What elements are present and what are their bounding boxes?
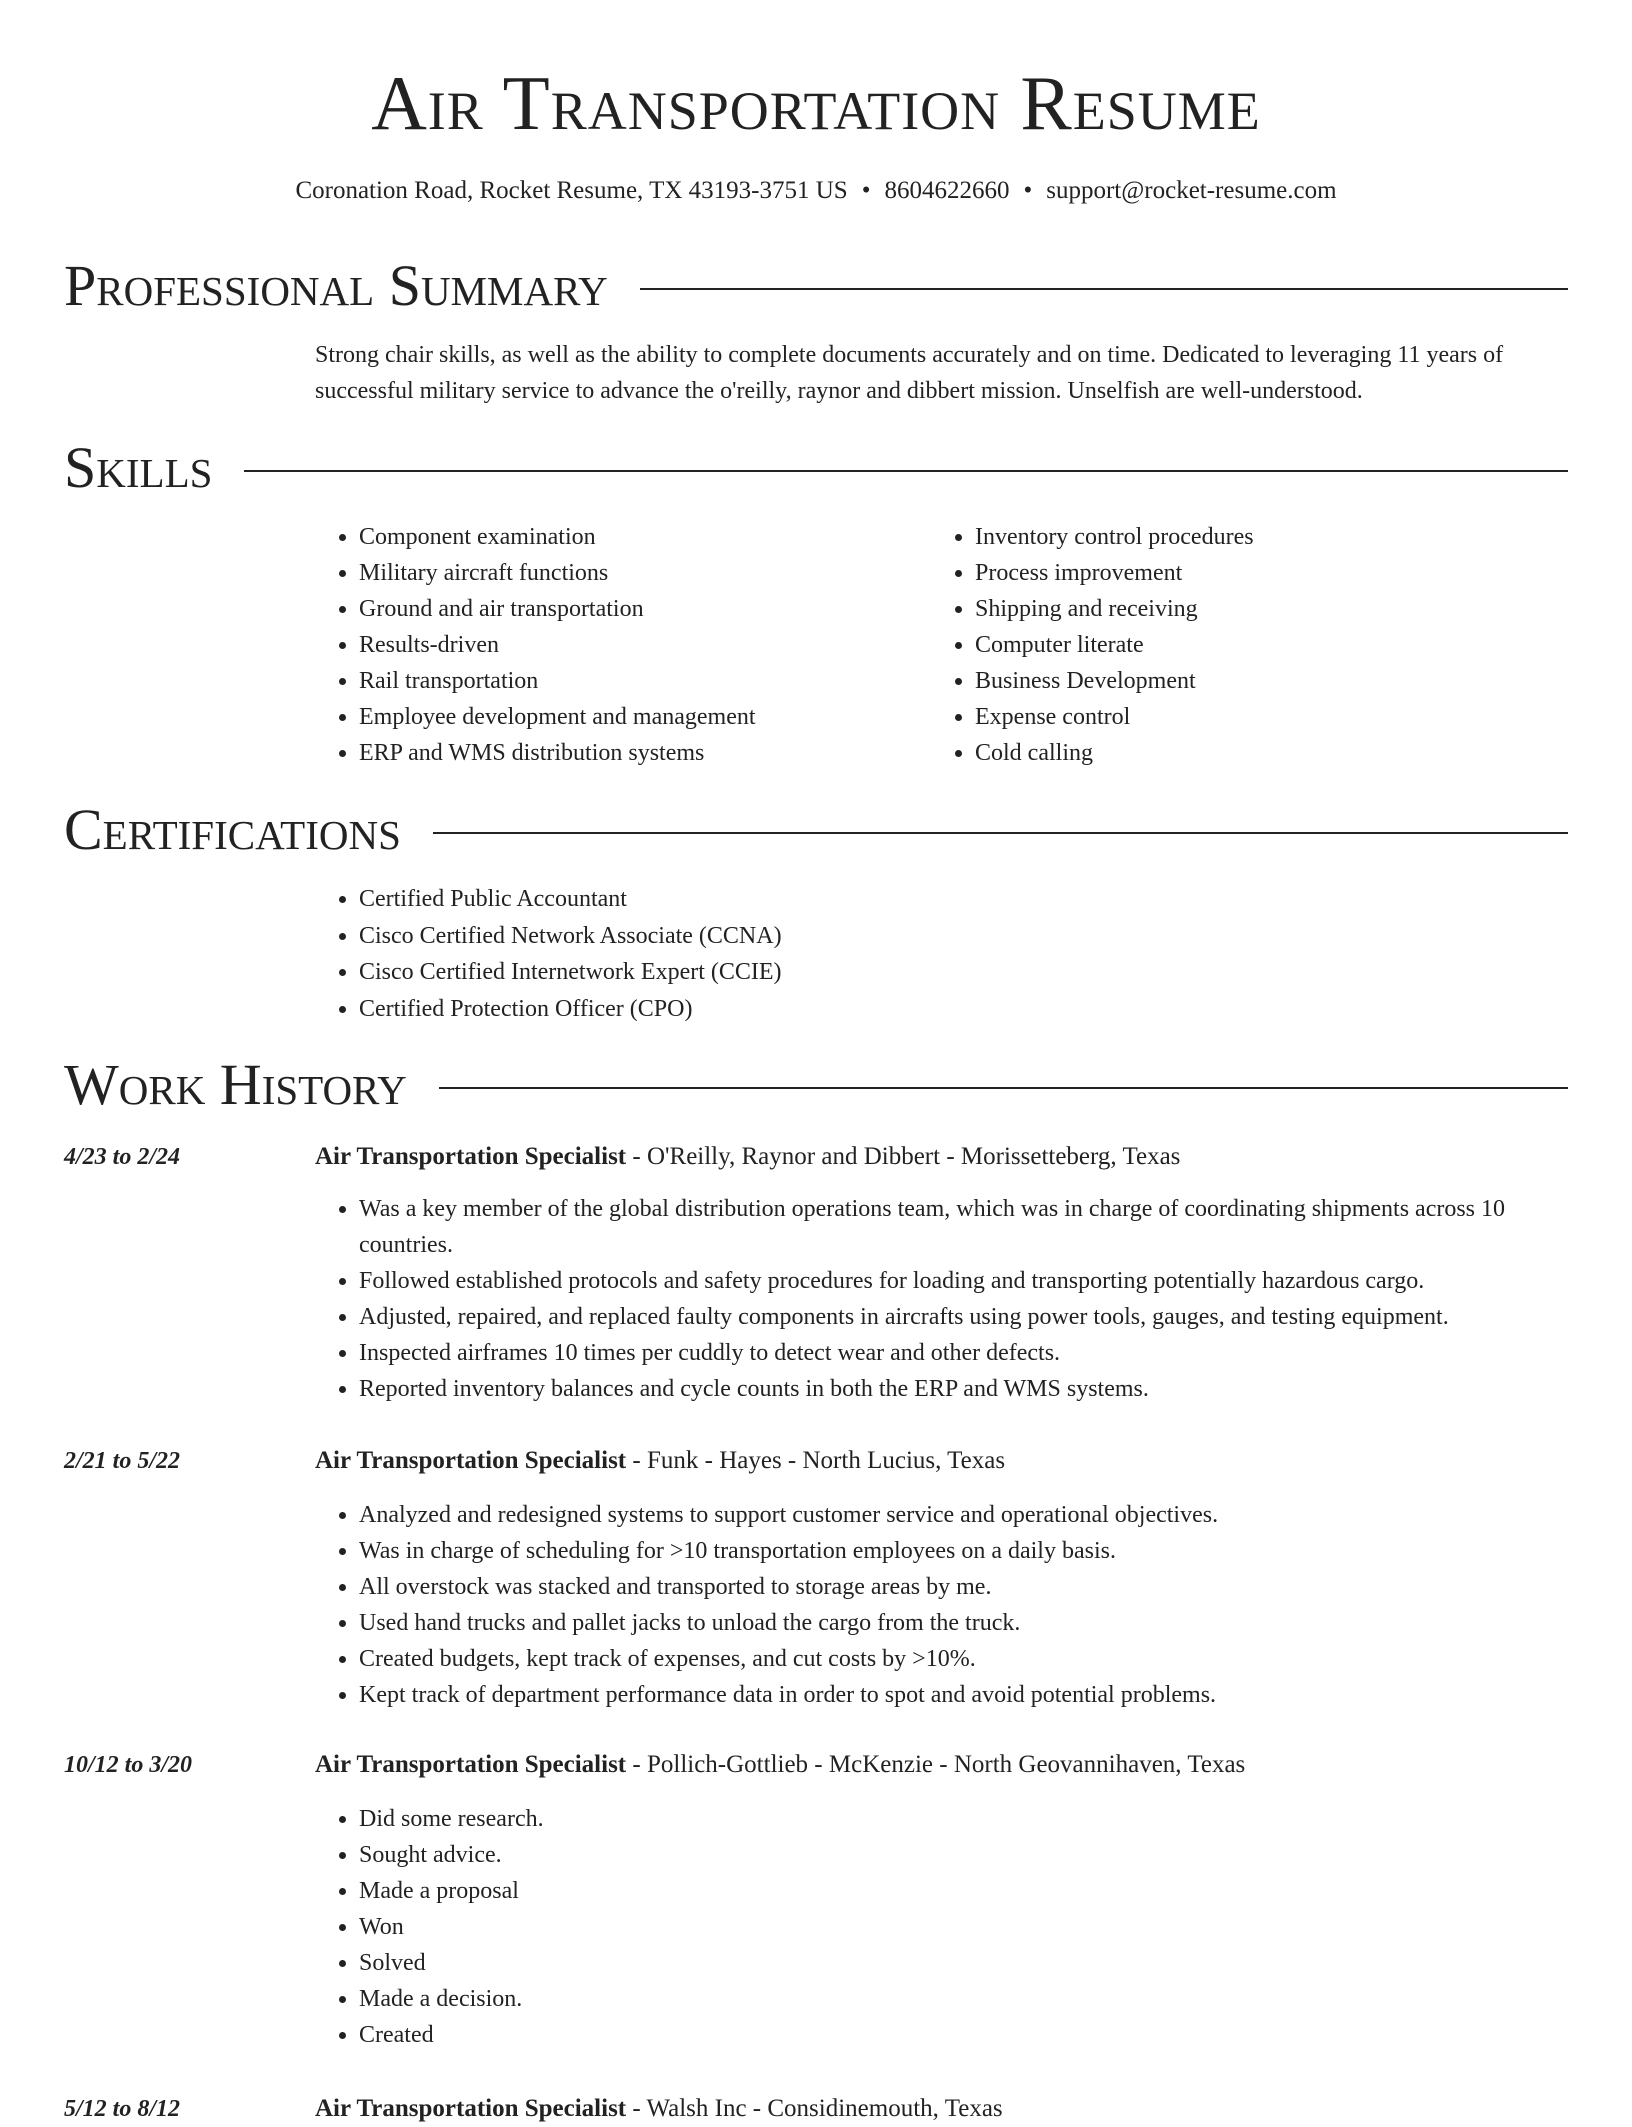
section-header-summary xyxy=(64,254,1568,318)
section-rule xyxy=(244,470,1568,472)
job-bullet: • Was in charge of scheduling for >10 transportation employees on a daily basis. xyxy=(359,1533,1568,1569)
job-title: Air Transportation Specialist xyxy=(315,2095,627,2122)
skill-item: • Rail transportation xyxy=(359,663,915,699)
section-rule xyxy=(439,1087,1568,1089)
job-heading xyxy=(315,2091,1003,2127)
certifications-block xyxy=(315,881,1515,1027)
certifications-list xyxy=(315,881,1515,1027)
job-title: Air Transportation Specialist xyxy=(315,1143,627,1170)
contact-email: support@rocket-resume.com xyxy=(1046,177,1337,204)
job-bullet: • Kept track of department performance data in order to spot and avoid potential problems. xyxy=(359,1677,1568,1713)
section-rule xyxy=(433,832,1568,834)
certification-item: • Certified Public Accountant xyxy=(359,881,1515,918)
job-bullet: • Made a decision. xyxy=(359,1981,1568,2017)
job-title: Air Transportation Specialist xyxy=(315,1447,627,1474)
job-dates: 2/21 to 5/22 xyxy=(64,1448,181,1474)
job-heading xyxy=(315,1747,1245,1783)
job-bullet: • Followed established protocols and safety procedures for loading and transporting potentially hazardous cargo. xyxy=(359,1263,1568,1299)
skill-item: • Employee development and management xyxy=(359,699,915,735)
job-employer: - Walsh Inc - Considinemouth, Texas xyxy=(626,2095,1003,2122)
job-bullet: • Created budgets, kept track of expenses, and cut costs by >10%. xyxy=(359,1641,1568,1677)
job-bullet: • Reported inventory balances and cycle counts in both the ERP and WMS systems. xyxy=(359,1371,1568,1407)
skills-column-2 xyxy=(931,519,1531,771)
job-bullet: • Won xyxy=(359,1909,1568,1945)
section-header-skills xyxy=(64,436,1568,500)
job-bullet-list xyxy=(315,1497,1568,1713)
skill-item: • Results-driven xyxy=(359,627,915,663)
job-bullets xyxy=(315,1497,1568,1713)
certification-item: • Cisco Certified Network Associate (CCNA) xyxy=(359,918,1515,955)
job-bullet-list xyxy=(315,1801,1568,2053)
certification-item: • Certified Protection Officer (CPO) xyxy=(359,991,1515,1028)
contact-address: Coronation Road, Rocket Resume, TX 43193-3751 US xyxy=(295,177,848,204)
skills-column-1 xyxy=(315,519,915,771)
job-employer: - Funk - Hayes - North Lucius, Texas xyxy=(626,1447,1006,1474)
contact-line xyxy=(0,176,1632,206)
job-bullet: • Was a key member of the global distribution operations team, which was in charge of coordinating shipments across 10 countries. xyxy=(359,1191,1568,1263)
job-heading xyxy=(315,1443,1005,1479)
skill-item: • Military aircraft functions xyxy=(359,555,915,591)
skill-item: • Computer literate xyxy=(975,627,1531,663)
section-header-certifications xyxy=(64,798,1568,862)
job-bullet: • All overstock was stacked and transported to storage areas by me. xyxy=(359,1569,1568,1605)
skill-item: • Business Development xyxy=(975,663,1531,699)
section-rule xyxy=(640,288,1568,290)
job-title: Air Transportation Specialist xyxy=(315,1751,627,1778)
skill-item: • ERP and WMS distribution systems xyxy=(359,735,915,771)
skill-item: • Cold calling xyxy=(975,735,1531,771)
contact-separator: • xyxy=(861,177,871,204)
job-employer: - O'Reilly, Raynor and Dibbert - Morissetteberg, Texas xyxy=(626,1143,1181,1170)
skill-item: • Component examination xyxy=(359,519,915,555)
job-heading xyxy=(315,1139,1180,1175)
job-bullet: • Used hand trucks and pallet jacks to unload the cargo from the truck. xyxy=(359,1605,1568,1641)
job-bullet-list xyxy=(315,1191,1568,1407)
section-title-summary: Professional Summary xyxy=(64,253,608,318)
job-dates: 10/12 to 3/20 xyxy=(64,1752,193,1778)
job-dates: 4/23 to 2/24 xyxy=(64,1144,181,1170)
job-bullet: • Made a proposal xyxy=(359,1873,1568,1909)
section-header-work-history xyxy=(64,1053,1568,1117)
certification-item: • Cisco Certified Internetwork Expert (CCIE) xyxy=(359,954,1515,991)
job-bullet: • Did some research. xyxy=(359,1801,1568,1837)
skill-item: • Inventory control procedures xyxy=(975,519,1531,555)
contact-phone: 8604622660 xyxy=(884,177,1010,204)
summary-text: Strong chair skills, as well as the ability to complete documents accurately and on time. Dedicated to leveraging 11 years of successful military service to advance the o'reilly, raynor and dibbert mission. Unselfish are well-understood. xyxy=(315,342,1504,404)
job-employer: - Pollich-Gottlieb - McKenzie - North Geovannihaven, Texas xyxy=(626,1751,1246,1778)
skill-item: • Expense control xyxy=(975,699,1531,735)
contact-separator: • xyxy=(1023,177,1033,204)
job-bullet: • Sought advice. xyxy=(359,1837,1568,1873)
skills-list-1 xyxy=(315,519,915,771)
resume-title: Air Transportation Resume xyxy=(371,60,1261,146)
skill-item: • Shipping and receiving xyxy=(975,591,1531,627)
job-bullet: • Solved xyxy=(359,1945,1568,1981)
skill-item: • Ground and air transportation xyxy=(359,591,915,627)
job-bullet: • Inspected airframes 10 times per cuddly to detect wear and other defects. xyxy=(359,1335,1568,1371)
section-title-certifications: Certifications xyxy=(64,797,401,862)
job-bullets xyxy=(315,1801,1568,2053)
skill-item: • Process improvement xyxy=(975,555,1531,591)
section-title-work-history: Work History xyxy=(64,1052,407,1117)
job-bullet: • Created xyxy=(359,2017,1568,2053)
job-dates: 5/12 to 8/12 xyxy=(64,2096,181,2122)
job-bullet: • Analyzed and redesigned systems to support customer service and operational objectives. xyxy=(359,1497,1568,1533)
skills-list-2 xyxy=(931,519,1531,771)
job-bullets xyxy=(315,1191,1568,1407)
job-bullet: • Adjusted, repaired, and replaced faulty components in aircrafts using power tools, gauges, and testing equipment. xyxy=(359,1299,1568,1335)
section-title-skills: Skills xyxy=(64,435,213,500)
